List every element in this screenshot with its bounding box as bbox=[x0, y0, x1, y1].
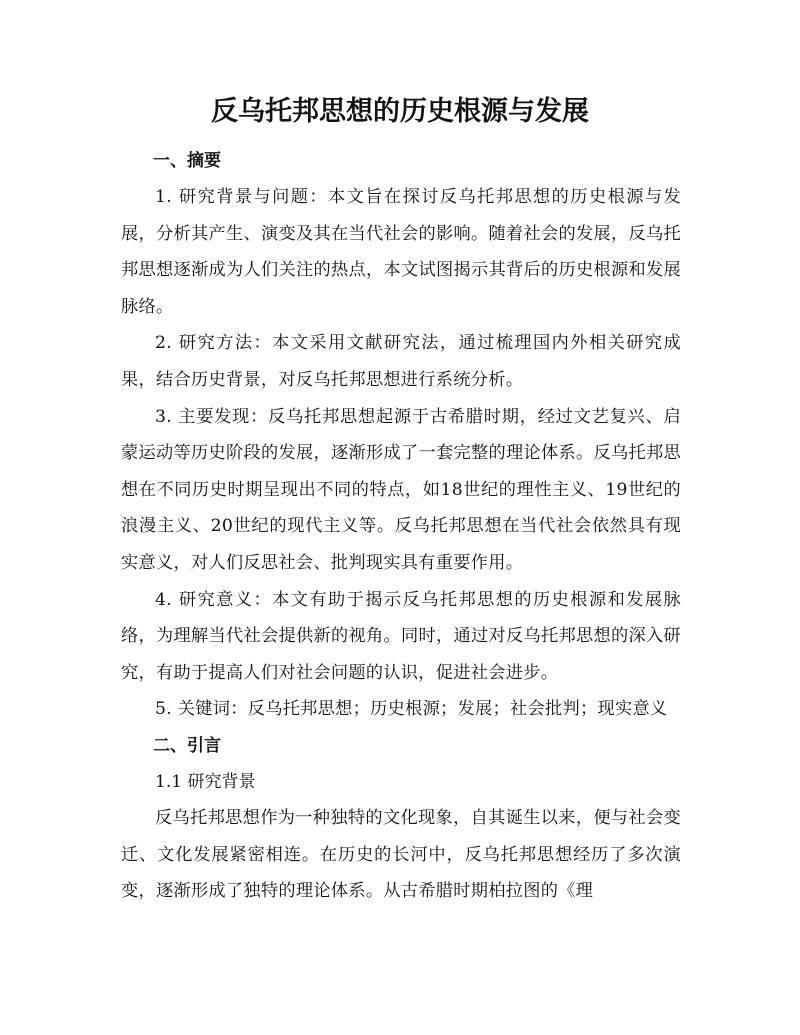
abstract-paragraph-significance: 4. 研究意义：本文有助于揭示反乌托邦思想的历史根源和发展脉络，为理解当代社会提供新的视角。同时，通过对反乌托邦思想的深入研究，有助于提高人们对社会问题的认识，促进社会进步。 bbox=[121, 589, 681, 683]
abstract-heading: 一、摘要 bbox=[153, 151, 221, 171]
document-body bbox=[121, 143, 681, 910]
abstract-paragraph-method: 2. 研究方法：本文采用文献研究法，通过梳理国内外相关研究成果，结合历史背景，对反乌托邦思想进行系统分析。 bbox=[121, 333, 681, 390]
introduction-heading: 二、引言 bbox=[153, 735, 221, 756]
abstract-paragraph-keywords: 5. 关键词：反乌托邦思想；历史根源；发展；社会批判；现实意义 bbox=[155, 699, 668, 720]
document-title: 反乌托邦思想的历史根源与发展 bbox=[211, 96, 589, 127]
introduction-paragraph: 反乌托邦思想作为一种独特的文化现象，自其诞生以来，便与社会变迁、文化发展紧密相连。在历史的长河中，反乌托邦思想经历了多次演变，逐渐形成了独特的理论体系。从古希腊时期柏拉图的《理 bbox=[121, 807, 681, 902]
abstract-paragraph-background: 1. 研究背景与问题：本文旨在探讨反乌托邦思想的历史根源与发展，分析其产生、演变及其在当代社会的影响。随着社会的发展，反乌托邦思想逐渐成为人们关注的热点，本文试图揭示其背后的历史根源和发展脉络。 bbox=[121, 187, 681, 317]
abstract-paragraph-findings: 3. 主要发现：反乌托邦思想起源于古希腊时期，经过文艺复兴、启蒙运动等历史阶段的发展，逐渐形成了一套完整的理论体系。反乌托邦思想在不同历史时期呈现出不同的特点，如18世纪的理性主义、19世纪的浪漫主义、20世纪的现代主义等。反乌托邦思想在当代社会依然具有现实意义，对人们反思社会、批判现实具有重要作用。 bbox=[121, 406, 681, 573]
research-background-subheading: 1.1 研究背景 bbox=[155, 771, 256, 792]
